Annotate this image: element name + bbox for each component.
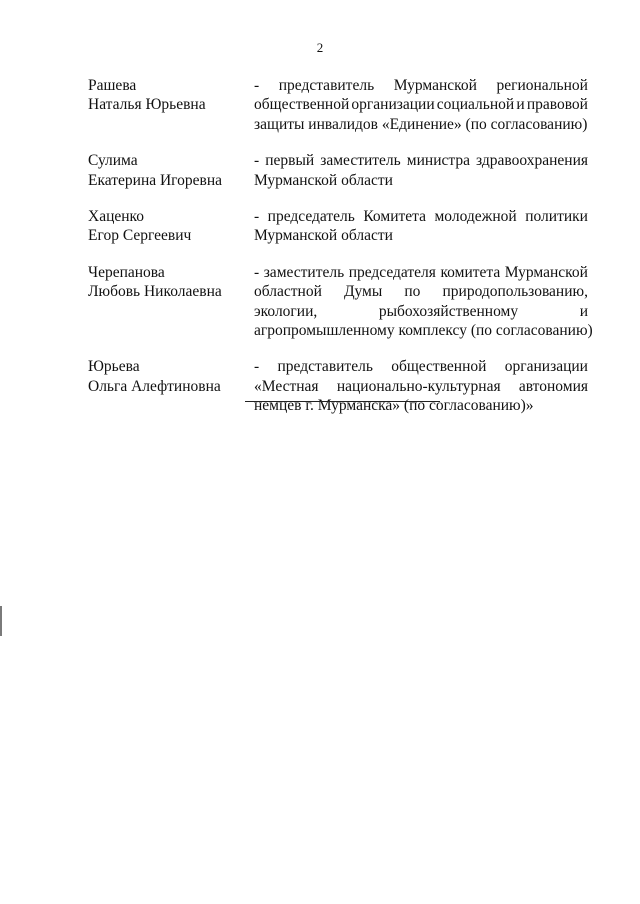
member-surname: Хаценко: [88, 208, 145, 226]
role-word: молодежной: [434, 208, 517, 226]
role-word: правовой: [526, 96, 588, 114]
role-word: областной: [254, 283, 322, 301]
member-surname: Сулима: [88, 152, 138, 170]
member-given-names: Ольга Алефтиновна: [88, 377, 221, 395]
role-word: Мурманской области: [254, 171, 393, 189]
role-line: [254, 377, 588, 396]
role-word: -: [254, 152, 260, 170]
member-given-names: Любовь Николаевна: [88, 283, 222, 301]
member-given-names: Екатерина Игоревна: [88, 171, 223, 189]
role-line: [254, 263, 588, 282]
role-word: председателя: [348, 263, 436, 281]
role-word: Мурманской области: [254, 227, 393, 245]
role-word: -: [254, 77, 260, 94]
role-line: [254, 396, 588, 415]
role-line: [254, 151, 588, 170]
member-entry: [88, 357, 588, 415]
member-name: [88, 151, 254, 190]
role-word: представитель: [277, 358, 373, 376]
role-word: автономия: [518, 377, 588, 395]
member-role: [254, 357, 588, 415]
role-word: организации: [504, 358, 588, 376]
role-word: комитета: [440, 263, 501, 281]
member-role: [254, 76, 588, 134]
role-word: экологии,: [254, 302, 318, 320]
role-word: и: [579, 302, 588, 320]
member-name: [88, 207, 254, 246]
role-line: [254, 226, 588, 245]
role-word: и: [516, 96, 525, 114]
member-given-names: Егор Сергеевич: [88, 227, 192, 245]
member-name: [88, 263, 254, 341]
role-word: здравоохранения: [476, 152, 588, 170]
role-line: [254, 171, 588, 190]
member-role: [254, 207, 588, 246]
role-word: председатель: [267, 208, 355, 226]
role-word: заместитель: [263, 263, 345, 281]
role-line: [254, 321, 593, 340]
role-word: «Местная: [254, 377, 319, 395]
role-line: [254, 115, 588, 134]
member-name: [88, 357, 254, 415]
role-word: общественной: [391, 358, 487, 376]
role-word: Думы: [343, 283, 383, 301]
role-word: политики: [525, 208, 588, 226]
role-line: [254, 302, 588, 321]
role-word: по: [404, 283, 421, 301]
role-word: защиты инвалидов «Единение» (по согласованию): [254, 115, 588, 133]
role-word: министра: [406, 152, 470, 170]
role-line: [254, 357, 588, 376]
member-list: [88, 76, 593, 433]
role-word: Комитета: [363, 208, 426, 226]
closing-separator-line: [245, 401, 440, 402]
role-line: [254, 207, 588, 226]
scan-edge-mark: [0, 606, 2, 636]
member-entry: [88, 207, 588, 246]
role-word: рыбохозяйственному: [378, 302, 519, 320]
member-surname: Юрьева: [88, 358, 140, 376]
member-name: [88, 76, 254, 134]
member-role: [254, 151, 588, 190]
role-word: -: [254, 358, 260, 376]
role-word: -: [254, 263, 260, 281]
role-word: социальной: [436, 96, 515, 114]
role-word: заместитель: [320, 152, 401, 170]
role-word: немцев г. Мурманска» (по согласованию)»: [254, 397, 534, 415]
role-word: организации: [351, 96, 435, 114]
role-word: Мурманской: [393, 77, 477, 94]
member-given-names: Наталья Юрьевна: [88, 96, 206, 114]
role-line: [254, 76, 588, 95]
role-word: национально-культурная: [336, 377, 501, 395]
member-role: [254, 263, 593, 341]
role-word: региональной: [496, 77, 588, 94]
role-word: агропромышленному комплексу (по согласованию): [254, 322, 593, 340]
page-number: 2: [316, 40, 324, 55]
role-word: Мурманской: [504, 263, 588, 281]
role-word: представитель: [278, 77, 375, 94]
member-surname: Черепанова: [88, 263, 165, 281]
role-word: -: [254, 208, 260, 226]
member-entry: [88, 151, 588, 190]
member-entry: [88, 263, 593, 341]
role-word: первый: [265, 152, 315, 170]
role-word: природопользованию,: [442, 283, 588, 301]
role-line: [254, 95, 588, 114]
member-entry: [88, 76, 588, 134]
role-line: [254, 282, 588, 301]
member-surname: Рашева: [88, 77, 137, 94]
role-word: общественной: [254, 96, 350, 114]
